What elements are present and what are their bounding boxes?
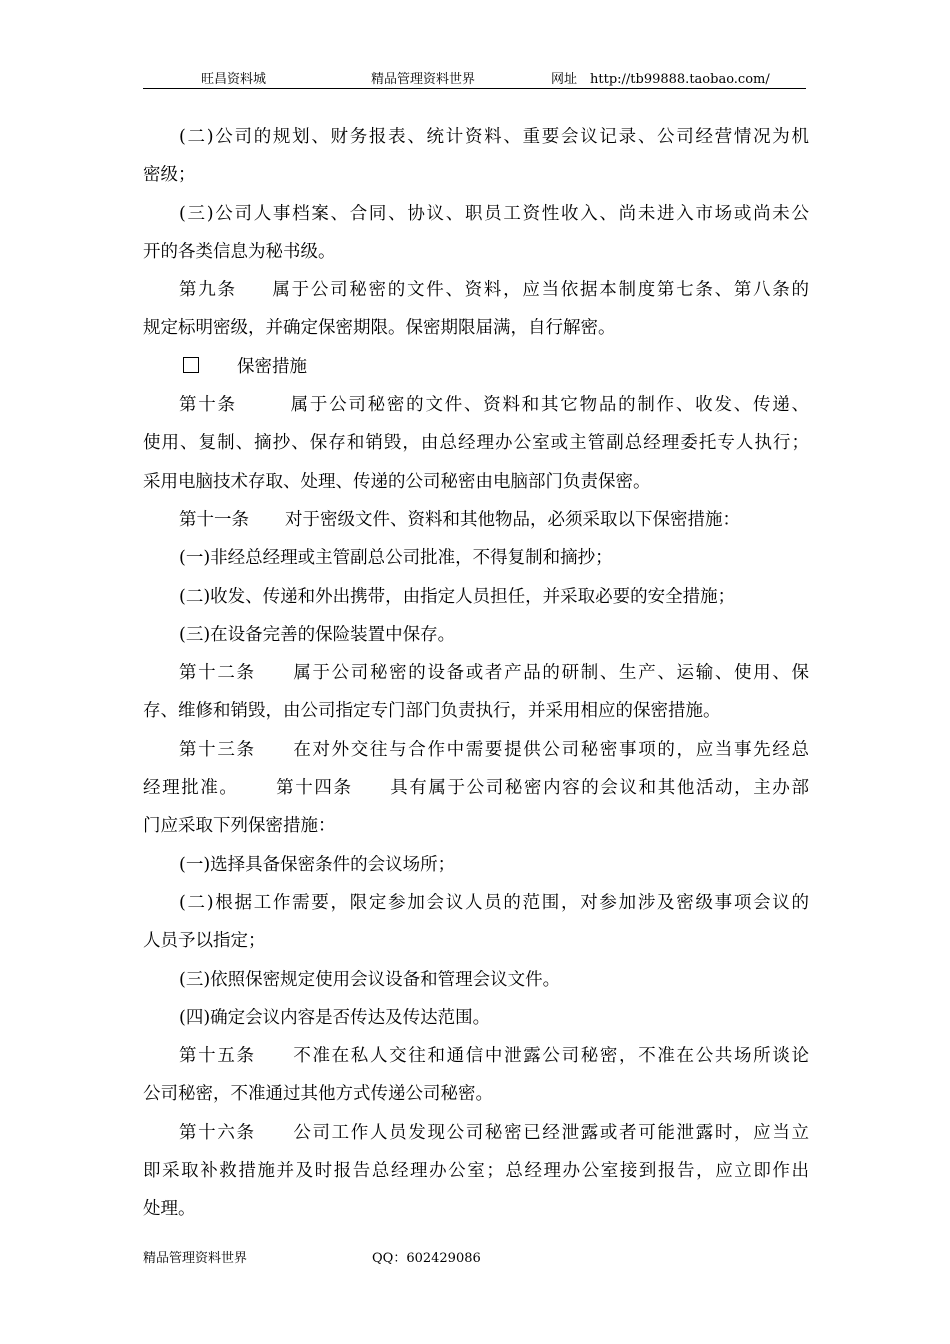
article-12-line [143,654,809,692]
list-item: (四)确定会议内容是否传达及传达范围。 [179,1007,491,1028]
article-11-line [143,501,809,539]
paragraph-line: 人员予以指定； [143,931,266,952]
footer-qq-text: QQ：602429086 [372,1251,481,1266]
section-title: 保密措施 [237,356,307,377]
article-9-line [143,271,809,309]
paragraph-line: 密级； [143,165,196,186]
page-header [143,62,806,89]
document-body [143,118,809,1229]
list-item: (二)收发、传递和外出携带，由指定人员担任，并采取必要的安全措施； [179,586,736,607]
article-10-line [143,386,809,424]
paragraph-line: 存、维修和销毁，由公司指定专门部门负责执行，并采用相应的保密措施。 [143,701,721,722]
article-text: 属于公司秘密的设备或者产品的研制、生产、运输、使用、保 [291,663,810,684]
list-item: (一)选择具备保密条件的会议场所； [179,854,456,875]
list-item: (三)在设备完善的保险装置中保存。 [179,624,456,645]
article-label: 第十三条 [179,739,256,760]
article-label: 第十五条 [179,1046,256,1067]
article-label: 第十二条 [179,663,256,684]
paragraph-line: 使用、复制、摘抄、保存和销毁，由总经理办公室或主管副总经理委托专人执行； [143,433,809,454]
article-label: 第十六条 [179,1122,256,1143]
article-text: 不准在私人交往和通信中泄露公司秘密，不准在公共场所谈论 [291,1046,810,1067]
paragraph-line: 处理。 [143,1199,196,1220]
article-label: 第十一条 [179,509,249,530]
article-label: 第十四条 [274,778,353,799]
header-url-text: 网址 http://tb99888.taobao.com/ [551,72,770,87]
paragraph-line: 开的各类信息为秘书级。 [143,241,336,262]
paragraph-line: (二)公司的规划、财务报表、统计资料、重要会议记录、公司经营情况为机 [179,127,809,147]
header-center-text: 精品管理资料世界 [371,72,476,87]
paragraph-line: 公司秘密，不准通过其他方式传递公司秘密。 [143,1084,493,1105]
header-left-text: 旺昌资料城 [201,72,267,87]
article-text: 属于公司秘密的文件、资料，应当依据本制度第七条、第八条的 [270,280,810,301]
footer-left-text: 精品管理资料世界 [143,1251,248,1266]
article-15-line [143,1037,809,1075]
paragraph-line: 即采取补救措施并及时报告总经理办公室；总经理办公室接到报告，应立即作出 [143,1161,809,1182]
article-16-line [143,1114,809,1152]
paragraph-line: 规定标明密级，并确定保密期限。保密期限届满，自行解密。 [143,318,616,339]
paragraph-line: 门应采取下列保密措施： [143,816,336,837]
article-13-line [143,731,809,769]
paragraph-line: 采用电脑技术存取、处理、传递的公司秘密由电脑部门负责保密。 [143,471,651,492]
article-text: 在对外交往与合作中需要提供公司秘密事项的，应当事先经总 [291,739,810,760]
list-item: (二)根据工作需要，限定参加会议人员的范围，对参加涉及密级事项会议的 [179,892,809,913]
article-label: 第十条 [179,395,237,416]
article-text: 经理批准。 [143,778,239,799]
list-item: (一)非经总经理或主管副总公司批准，不得复制和摘抄； [179,548,613,569]
article-14-line [143,769,809,807]
article-text: 对于密级文件、资料和其他物品，必须采取以下保密措施： [285,509,740,530]
checkbox-square-icon [183,357,199,373]
article-text: 具有属于公司秘密内容的会议和其他活动，主办部 [388,778,809,799]
list-item: (三)依照保密规定使用会议设备和管理会议文件。 [179,969,561,990]
article-text: 属于公司秘密的文件、资料和其它物品的制作、收发、传递、 [288,395,810,416]
article-text: 公司工作人员发现公司秘密已经泄露或者可能泄露时，应当立 [291,1122,810,1143]
article-label: 第九条 [179,280,237,301]
paragraph-line: (三)公司人事档案、合同、协议、职员工资性收入、尚未进入市场或尚未公 [179,203,809,224]
section-heading [143,348,809,386]
